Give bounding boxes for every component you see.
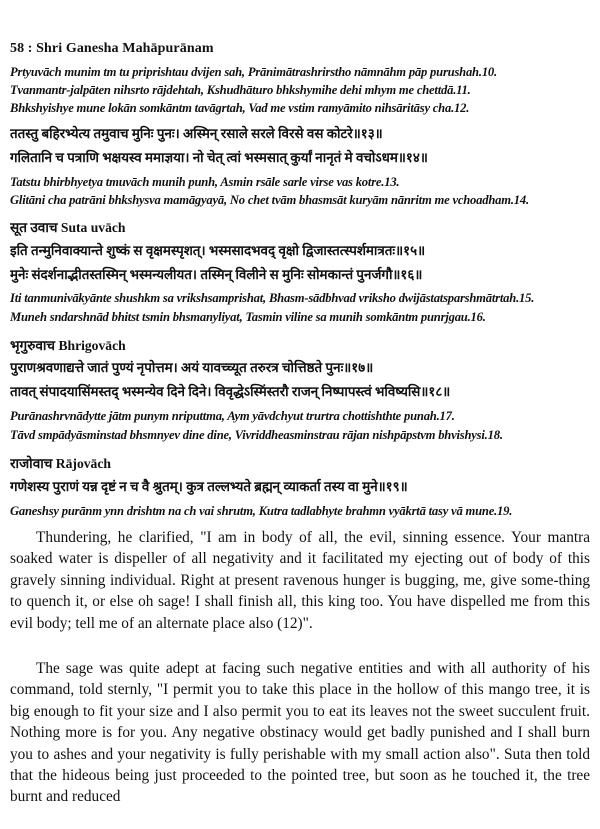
sanskrit-verse-19: गणेशस्य पुराणं यन्न दृष्टं न च वै श्रुतम्। कुत्र तल्लभ्यते ब्रह्मन् व्याकर्ता तस्य वा मुने॥१९॥ bbox=[10, 479, 408, 494]
translit-verse-11: Tvanmantr-jalpāten nihsrto rājdehtah, Kshudhāturo bhkshymihe dehi mhym me chettdā.11. bbox=[10, 83, 471, 97]
sanskrit-verse-16: मुनेः संदर्शनाद्भीतस्तस्मिन् भस्मन्यलीयत। तस्मिन् विलीने स मुनिः सोमकान्तं पुनर्जगौ॥१६॥ bbox=[10, 267, 423, 282]
translit-verse-19: Ganeshsy purānm ynn drishtm na ch vai shrutm, Kutra tadlabhyte brahmn vyākrtā tasy vā mune.19. bbox=[10, 504, 513, 518]
sanskrit-verse-14: गलितानि च पत्राणि भक्षयस्व ममाज्ञया। नो चेत् त्वां भस्मसात् कुर्यां नानृतं मे वचोऽधम॥१४॥ bbox=[10, 150, 428, 165]
translit-verse-18: Tāvd smpādyāsminstad bhsmnyev dine dine, Vivriddheasminstrau rājan nishpāpstvm bhvishysi.18. bbox=[10, 428, 503, 442]
sanskrit-verse-18: तावत् संपादयासिंमस्तद् भस्मन्येव दिने दिने। विवृद्धेऽस्मिंस्तरौ राजन् निष्पापस्त्वं भविष्यसि॥१८॥ bbox=[10, 384, 451, 399]
translit-verse-16: Muneh sndarshnād bhitst tsmin bhsmanyliyat, Tasmin viline sa munih somkāntm punrjgau.16. bbox=[10, 310, 486, 324]
speaker-heading-bhrigu: भृगुरुवाच Bhrigovāch bbox=[10, 338, 126, 353]
translit-verse-14: Glitāni cha patrāni bhkshysva mamāgyayā, No chet tvām bhasmsāt kuryām nānritm me vchoadham.14. bbox=[10, 193, 529, 207]
translit-verse-13: Tatstu bhirbhyetya tmuvāch munih punh, Asmin rsāle sarle virse vas kotre.13. bbox=[10, 175, 400, 189]
translit-verse-10: Prtyuvāch munim tm tu priprishtau dvijen sah, Prānimātrashrirstho nāmnāhm pāp purushah.10. bbox=[10, 65, 497, 79]
translation-paragraph-2: The sage was quite adept at facing such negative entities and with all authority of his command, told sternly, "I permit you to take this place in the hollow of this mango tree, it is big enough to fit your size and I also permit you to eat its leaves not the sweet succulent fruit. Nothing more is for you. Any negative obstinacy would get badly punished and I shall burn you to ashes and your negativity is fully perishable with my small action also". Suta then told that the hideous being just proceeded to the pointed tree, but soon as he touched it, the tree burnt and reduced bbox=[10, 660, 590, 806]
sanskrit-verse-15: इति तन्मुनिवाक्यान्ते शुष्कं स वृक्षमस्पृशत्। भस्मसादभवद् वृक्षो द्विजास्तत्स्पर्शमात्रतः॥१५॥ bbox=[10, 243, 426, 258]
translit-verse-17: Purānashrvnādytte jātm punym nriputtma, Aym yāvdchyut trurtra chottishthte punah.17. bbox=[10, 409, 455, 423]
translit-verse-12: Bhkshyishye mune lokān somkāntm tavāgrtah, Vad me vstim ramyāmito nihsāritāsy cha.12. bbox=[10, 101, 470, 115]
sanskrit-verse-17: पुराणश्रवणाद्यत्ते जातं पुण्यं नृपोत्तम। अयं यावच्च्यूत तरुरत्र चोत्तिष्ठते पुनः॥१७॥ bbox=[10, 360, 374, 375]
speaker-heading-raja: राजोवाच Rājovāch bbox=[10, 456, 111, 471]
sanskrit-verse-13: ततस्तु बहिरभ्येत्य तमुवाच मुनिः पुनः। अस्मिन् रसाले सरले विरसे वस कोटरे॥१३॥ bbox=[10, 126, 383, 141]
translit-verse-15: Iti tanmunivākyānte shushkm sa vrikshsamprishat, Bhasm-sādbhvad vriksho dwijāstatsparshmātrtah.15. bbox=[10, 291, 535, 305]
page-header: 58 : Shri Ganesha Mahāpurānam bbox=[10, 41, 214, 56]
translation-paragraph-1: Thundering, he clarified, "I am in body of all, the evil, sinning essence. Your mantra soaked water is dispeller of all negativity and it facilitated my ejecting out of body of this gravely sinning individual. Right at present ravenous hunger is bugging, me, give some-thing to quench it, or else oh sage! I shall finish all, this king too. You have dispelled me from this evil body; tell me of an alternate place also (12)". bbox=[10, 529, 590, 632]
speaker-heading-suta: सूत उवाच Suta uvāch bbox=[10, 220, 126, 235]
